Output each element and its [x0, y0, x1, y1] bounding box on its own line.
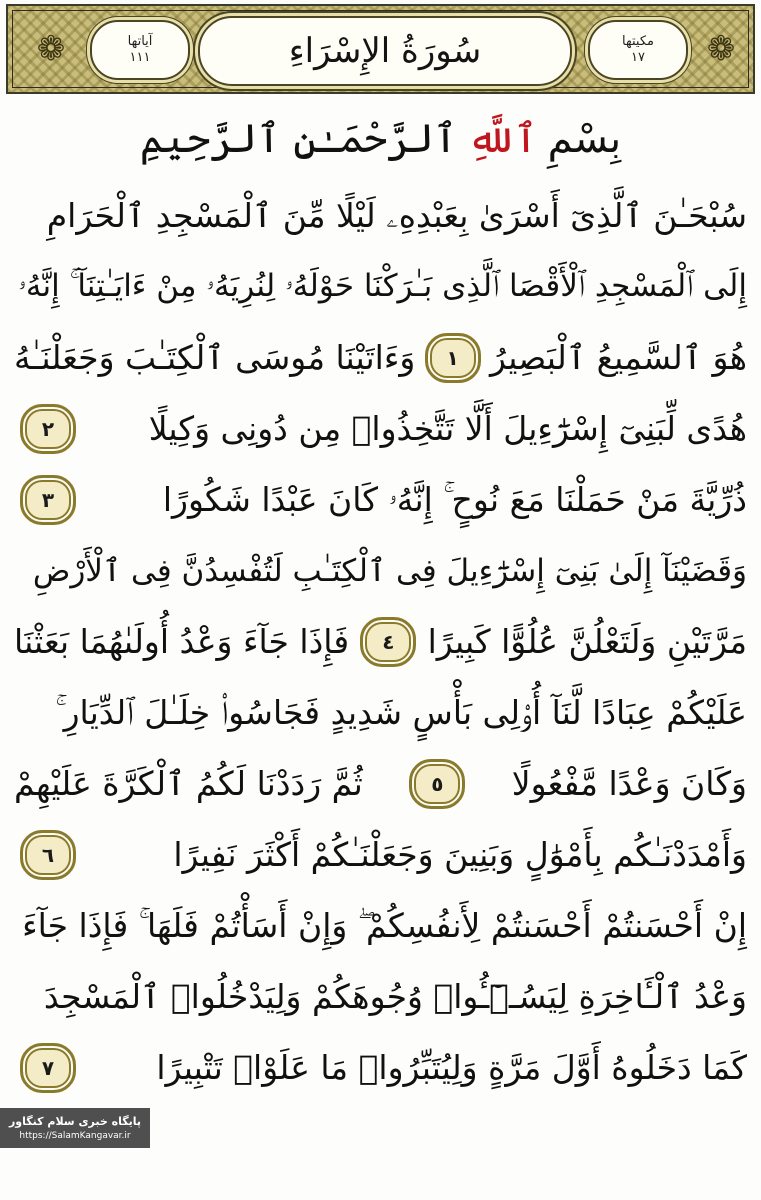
left-ornament-icon: ❁ [36, 29, 66, 69]
verse-text: وَعْدُ ٱلْـَٔاخِرَةِ لِيَسُـۥٓـُٔوا۟ وُجُوهَكُمْ وَلِيَدْخُلُوا۟ ٱلْمَسْجِدَ [43, 977, 747, 1016]
verse-text: عَلَيْكُمْ عِبَادًا لَّنَآ أُو۟لِى بَأْسٍ شَدِيدٍ فَجَاسُوا۟ خِلَـٰلَ ٱلدِّيَارِ ۚ [55, 692, 747, 732]
verse-text: سُبْحَـٰنَ ٱلَّذِىٓ أَسْرَىٰ بِعَبْدِهِۦ لَيْلًا مِّنَ ٱلْمَسْجِدِ ٱلْحَرَامِ [46, 195, 747, 235]
verse-text: ذُرِّيَّةَ مَنْ حَمَلْنَا مَعَ نُوحٍ ۚ إِنَّهُۥ كَانَ عَبْدًا شَكُورًا [162, 479, 747, 519]
verse-text: إِلَى ٱلْمَسْجِدِ ٱلْأَقْصَا ٱلَّذِى بَـٰرَكْنَا حَوْلَهُۥ لِنُرِيَهُۥ مِنْ ءَايَـٰتِنَآ ۚ إِنَّهُۥ [18, 268, 747, 304]
ayah-number-marker: ٢ [20, 404, 76, 454]
ayah-number-marker: ٣ [20, 475, 76, 525]
basmala-allah: ٱللَّهِ [467, 116, 538, 162]
verse-text: وَكَانَ وَعْدًا مَّفْعُولًا [511, 764, 747, 803]
verse-line [14, 819, 747, 890]
verse-text: ثُمَّ رَدَدْنَا لَكُمُ ٱلْكَرَّةَ عَلَيْهِمْ [14, 764, 363, 803]
ayah-number-marker: ٥ [409, 759, 465, 809]
ayah-count-medallion [90, 20, 190, 80]
verse-line [14, 180, 747, 251]
ayah-number-marker: ٧ [20, 1043, 76, 1093]
watermark-url: https://SalamKangavar.ir [19, 1130, 131, 1141]
basmala [0, 108, 761, 170]
verse-line [14, 1032, 747, 1103]
verse-lines [14, 180, 747, 1103]
verse-line [14, 606, 747, 677]
verse-line [14, 251, 747, 322]
surah-header-frame [6, 4, 755, 94]
ayah-count-number: ١١١ [129, 50, 151, 65]
verse-text: وَقَضَيْنَآ إِلَىٰ بَنِىٓ إِسْرَٰٓءِيلَ فِى ٱلْكِتَـٰبِ لَتُفْسِدُنَّ فِى ٱلْأَرْضِ [32, 552, 747, 589]
ayah-number-marker: ٤ [360, 617, 416, 667]
surah-order-label: مكيتها [622, 34, 654, 49]
verse-text: هُدًى لِّبَنِىٓ إِسْرَٰٓءِيلَ أَلَّا تَتَّخِذُوا۟ مِن دُونِى وَكِيلًا [148, 409, 747, 448]
verse-text: فَإِذَا جَآءَ وَعْدُ أُولَىٰهُمَا بَعَثْنَا [14, 622, 350, 661]
verse-text: كَمَا دَخَلُوهُ أَوَّلَ مَرَّةٍ وَلِيُتَبِّرُوا۟ مَا عَلَوْا۟ تَتْبِيرًا [156, 1048, 747, 1087]
verse-line [14, 961, 747, 1032]
surah-title-cartouche [198, 16, 572, 86]
surah-title: سُورَةُ الإِسْرَاءِ [288, 31, 482, 71]
surah-order-number: ١٧ [631, 50, 645, 65]
basmala-bism: بِسْمِ [547, 116, 622, 162]
verse-text: وَأَمْدَدْنَـٰكُم بِأَمْوَٰلٍ وَبَنِينَ وَجَعَلْنَـٰكُمْ أَكْثَرَ نَفِيرًا [173, 835, 747, 874]
verse-line [14, 748, 747, 819]
basmala-rahman-rahim: ٱلرَّحْمَـٰنِ ٱلرَّحِيمِ [139, 116, 458, 162]
verse-line [14, 464, 747, 535]
ayah-number-marker: ٦ [20, 830, 76, 880]
verse-text: وَءَاتَيْنَا مُوسَى ٱلْكِتَـٰبَ وَجَعَلْنَـٰهُ [14, 338, 416, 377]
watermark-title: پایگاه خبری سلام کنگاور [8, 1114, 142, 1128]
verse-text: هُوَ ٱلسَّمِيعُ ٱلْبَصِيرُ [490, 338, 747, 377]
watermark [0, 1108, 150, 1148]
verse-line [14, 677, 747, 748]
verse-text: مَرَّتَيْنِ وَلَتَعْلُنَّ عُلُوًّا كَبِيرًا [427, 622, 747, 661]
ayah-number-marker: ١ [425, 333, 481, 383]
surah-order-medallion [588, 20, 688, 80]
ayah-count-label: آياتها [127, 34, 153, 49]
verse-line [14, 393, 747, 464]
right-ornament-icon: ❁ [706, 29, 736, 69]
verse-text: إِنْ أَحْسَنتُمْ أَحْسَنتُمْ لِأَنفُسِكُمْ ۖ وَإِنْ أَسَأْتُمْ فَلَهَا ۚ فَإِذَا جَآءَ [22, 905, 747, 945]
verse-line [14, 322, 747, 393]
verse-line [14, 890, 747, 961]
verse-line [14, 535, 747, 606]
